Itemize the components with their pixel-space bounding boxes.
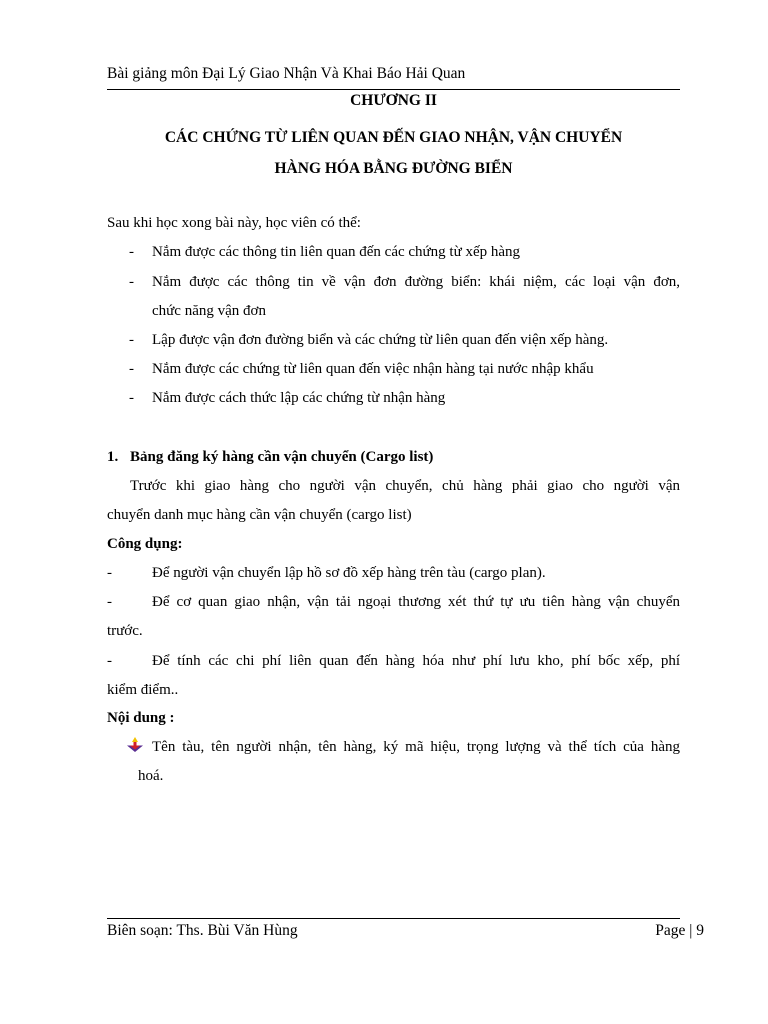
objective-dash: - xyxy=(129,274,134,290)
content-label: Nội dung : xyxy=(107,710,175,726)
page-number: Page | 9 xyxy=(655,922,704,939)
use-item-1: Để người vận chuyển lập hồ sơ đồ xếp hàng trên tàu (cargo plan). xyxy=(152,565,546,581)
use-item-3-line1: Để tính các chi phí liên quan đến hàng hóa như phí lưu kho, phí bốc xếp, phí xyxy=(152,653,680,669)
header-divider xyxy=(107,89,680,90)
use-dash: - xyxy=(107,594,112,610)
objectives-intro: Sau khi học xong bài này, học viên có thể: xyxy=(107,215,361,231)
chapter-title-line2: HÀNG HÓA BẰNG ĐƯỜNG BIỂN xyxy=(274,160,513,177)
uses-label: Công dụng: xyxy=(107,536,183,552)
use-dash: - xyxy=(107,565,112,581)
chapter-label: CHƯƠNG II xyxy=(350,92,437,109)
objective-item-2-line1: Nắm được các thông tin về vận đơn đường biển: khái niệm, các loại vận đơn, xyxy=(152,274,680,290)
content-item-1-line2: hoá. xyxy=(138,768,164,784)
use-item-2-line1: Để cơ quan giao nhận, vận tải ngoại thương xét thứ tự ưu tiên hàng vận chuyển xyxy=(152,594,680,610)
section-number: 1. xyxy=(107,449,119,465)
section-paragraph-line1: Trước khi giao hàng cho người vận chuyển, chủ hàng phải giao cho người vận xyxy=(130,478,680,494)
use-item-3-line2: kiểm điểm.. xyxy=(107,682,179,698)
objective-dash: - xyxy=(129,244,134,260)
objective-dash: - xyxy=(129,332,134,348)
objective-item-5: Nắm được cách thức lập các chứng từ nhận hàng xyxy=(152,390,446,406)
objective-item-2-line2: chức năng vận đơn xyxy=(152,303,266,319)
chapter-title xyxy=(107,122,680,184)
objective-dash: - xyxy=(129,361,134,377)
objective-item-1: Nắm được các thông tin liên quan đến các chứng từ xếp hàng xyxy=(152,244,521,260)
use-dash: - xyxy=(107,653,112,669)
section-heading: Bảng đăng ký hàng cần vận chuyển (Cargo list) xyxy=(130,449,434,465)
use-item-2-line2: trước. xyxy=(107,623,143,639)
objective-item-3: Lập được vận đơn đường biển và các chứng từ liên quan đến viện xếp hàng. xyxy=(152,332,609,348)
section-paragraph-line2: chuyển danh mục hàng cần vận chuyển (cargo list) xyxy=(107,507,412,523)
objective-dash: - xyxy=(129,390,134,406)
course-title: Bài giảng môn Đại Lý Giao Nhận Và Khai Báo Hải Quan xyxy=(107,65,466,82)
chapter-title-line1: CÁC CHỨNG TỪ LIÊN QUAN ĐẾN GIAO NHẬN, VẬN CHUYỂN xyxy=(164,129,623,146)
footer-divider xyxy=(107,918,680,919)
objective-item-4: Nắm được các chứng từ liên quan đến việc nhận hàng tại nước nhập khẩu xyxy=(152,361,594,377)
footer-author: Biên soạn: Ths. Bùi Văn Hùng xyxy=(107,922,298,939)
arrow-bullet-icon xyxy=(126,737,144,753)
content-item-1-line1: Tên tàu, tên người nhận, tên hàng, ký mã hiệu, trọng lượng và thể tích của hàng xyxy=(152,739,680,755)
